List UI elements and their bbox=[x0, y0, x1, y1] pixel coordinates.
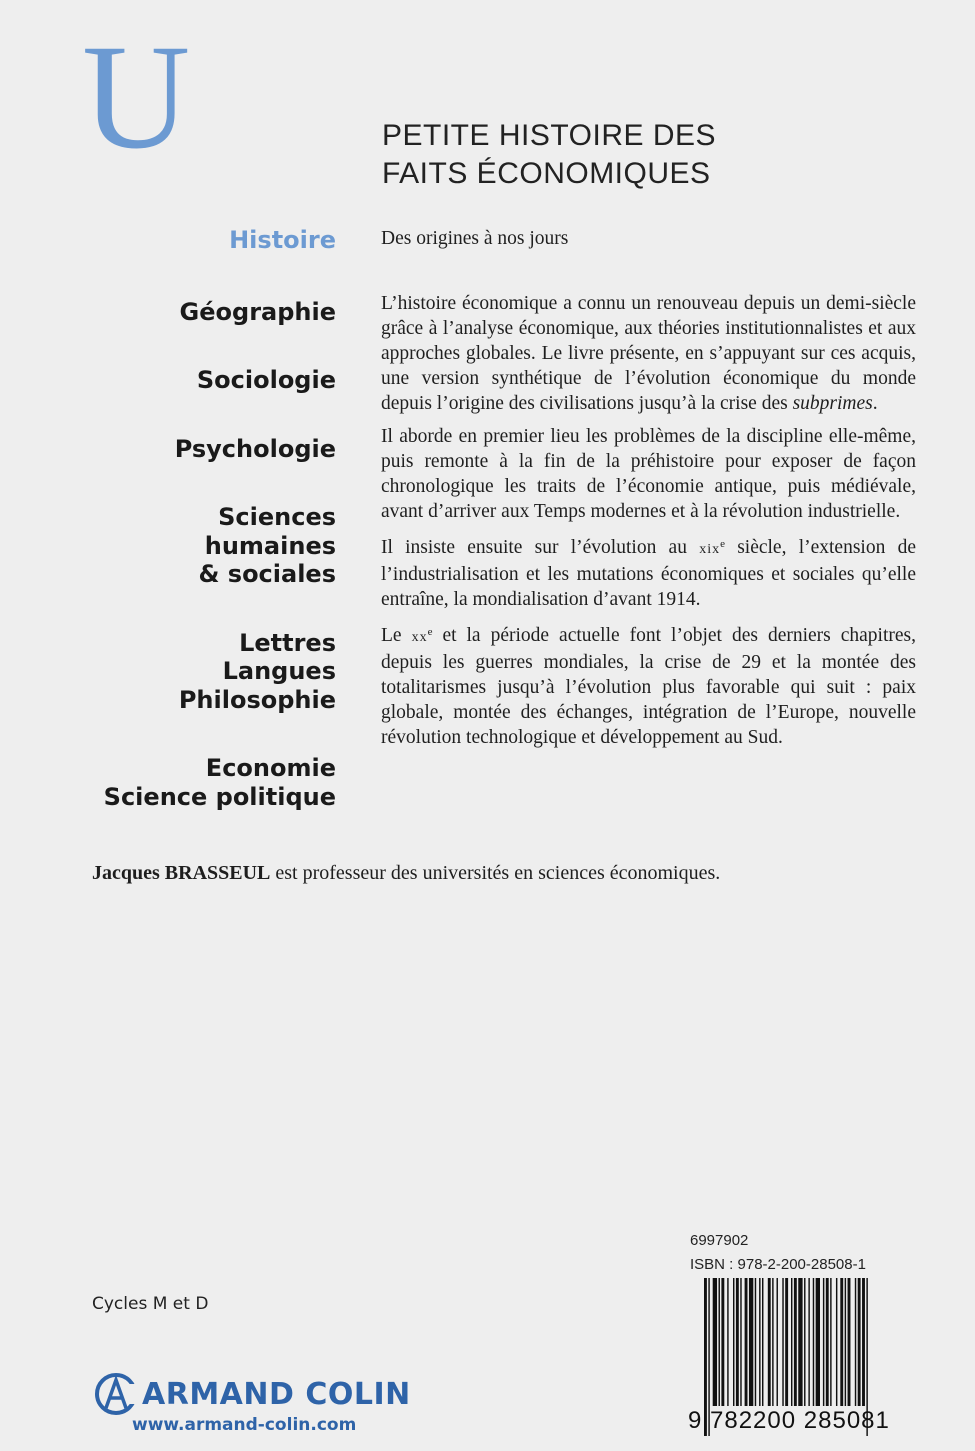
book-title-line-1: PETITE HISTOIRE DES bbox=[382, 119, 717, 152]
product-code: 6997902 bbox=[690, 1232, 749, 1249]
discipline-economie: Economie Science politique bbox=[103, 754, 336, 811]
blurb-paragraph-1: L’histoire économique a connu un renouveau depuis un demi-siècle grâce à l’analyse économique, aux théories institutionnalistes et aux approches globales. Le livre présente, en s’appuyant sur ces acquis, une version synthétique de l’évolution économique du monde depuis l’origine des civilisations jusqu’à la crise des subprimes. bbox=[381, 293, 916, 414]
blurb bbox=[381, 226, 916, 758]
publisher-url[interactable]: www.armand-colin.com bbox=[132, 1415, 357, 1435]
discipline-histoire: Histoire bbox=[229, 226, 336, 254]
author-name: Jacques BRASSEUL bbox=[92, 862, 271, 884]
blurb-paragraph-3: Il insiste ensuite sur l’évolution au xix$^e$ siècle, l’extension de l’industrialisation et les mutations économiques et sociales qu’elle entraîne, la mondialisation d’avant 1914. bbox=[381, 537, 916, 610]
product-codes bbox=[690, 1229, 866, 1277]
discipline-lettres: Lettres Langues Philosophie bbox=[178, 628, 336, 714]
blurb-paragraph-2: Il aborde en premier lieu les problèmes de la discipline elle-même, puis remonte à la fin de la préhistoire pour exposer de façon chronologique les traits de l’économie antique, puis médiévale, avant d’arriver aux Temps modernes et à la révolution industrielle. bbox=[381, 426, 916, 522]
discipline-sciences-humaines: Sciences humaines & sociales bbox=[198, 503, 336, 588]
book-title bbox=[382, 117, 942, 193]
book-title-line-2: FAITS ÉCONOMIQUES bbox=[382, 157, 711, 190]
discipline-sociologie: Sociologie bbox=[196, 366, 336, 394]
book-subtitle: Des origines à nos jours bbox=[381, 228, 569, 249]
blurb-paragraph-4: Le $xx^e$ et la période actuelle font l’objet des derniers chapitres, depuis les guerres mondiales, la crise de 29 et la montée des totalitarismes jusqu’à l’évolution plus favorable qui suit : paix globale, montée des échanges, intégration de l’Europe, nouvelle révolution technologique et développement au Sud. bbox=[381, 625, 916, 748]
author-bio: Jacques BRASSEUL est professeur des universités en sciences économiques. bbox=[92, 862, 721, 884]
cycles-label: Cycles M et D bbox=[92, 1294, 209, 1314]
series-u-logo: U bbox=[82, 14, 191, 180]
barcode-digits: 9 782200 285081 bbox=[688, 1407, 890, 1434]
isbn: ISBN : 978-2-200-28508-1 bbox=[690, 1256, 866, 1273]
discipline-geographie: Géographie bbox=[179, 297, 336, 326]
publisher-name: ARMAND COLIN bbox=[142, 1377, 411, 1412]
armand-colin-logo-icon bbox=[92, 1370, 140, 1418]
discipline-list bbox=[40, 226, 336, 811]
discipline-psychologie: Psychologie bbox=[174, 434, 336, 463]
publisher-block bbox=[92, 1370, 472, 1440]
